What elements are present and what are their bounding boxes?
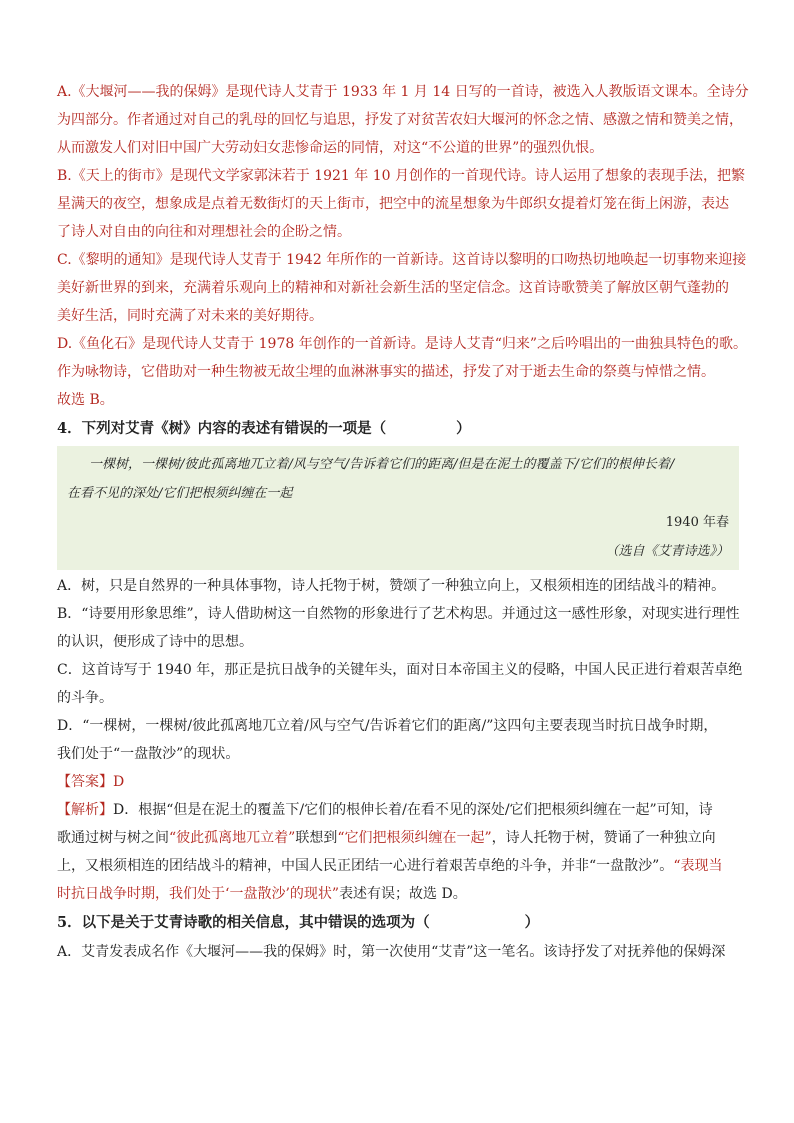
option-c-line-3: 美好生活，同时充满了对未来的美好期待。	[57, 308, 323, 324]
question-4-title: 4．下列对艾青《树》内容的表述有错误的一项是（ ）	[57, 420, 471, 437]
q4-option-d-line-2: 我们处于“一盘散沙”的现状。	[57, 746, 240, 762]
analysis-line-3: 上，又根须相连的团结战斗的精神，中国人民正团结一心进行着艰苦卓绝的斗争，并非“一盘散沙”。“表现当	[57, 858, 723, 874]
poem-line-2: 在看不见的深处/它们把根须纠缠在一起	[67, 486, 293, 501]
option-d-line-1: D.《鱼化石》是现代诗人艾青于 1978 年创作的一首新诗。是诗人艾青“归来”之后吟唱出的一曲独具特色的歌。	[57, 336, 748, 352]
q4-option-a: A．树，只是自然界的一种具体事物，诗人托物于树，赞颂了一种独立向上，又根须相连的团结战斗的精神。	[57, 578, 726, 594]
poem-box	[57, 446, 739, 570]
analysis-line-4: 时抗日战争时期，我们处于‘一盘散沙’的现状”表述有误；故选 D。	[57, 886, 467, 902]
q4-option-c-line-2: 的斗争。	[57, 690, 113, 706]
option-a-line-1: A.《大堰河——我的保姆》是现代诗人艾青于 1933 年 1 月 14 日写的一首诗，被选入人教版语文课本。全诗分	[57, 84, 749, 100]
option-a-line-3: 从而激发人们对旧中国广大劳动妇女悲惨命运的同情，对这“不公道的世界”的强烈仇恨。	[57, 140, 604, 156]
option-b-line-1: B.《天上的街市》是现代文学家郭沫若于 1921 年 10 月创作的一首现代诗。诗人运用了想象的表现手法，把繁	[57, 168, 745, 184]
poem-source: （选自《艾青诗选》）	[605, 544, 729, 559]
analysis-line-1: 【解析】D．根据“但是在泥土的覆盖下/它们的根伸长着/在看不见的深处/它们把根须纠缠在一起”可知，诗	[57, 802, 713, 818]
q5-option-a: A．艾青发表成名作《大堰河——我的保姆》时，第一次使用“艾青”这一笔名。该诗抒发了对抚养他的保姆深	[57, 944, 726, 960]
option-d-line-2: 作为咏物诗，它借助对一种生物被无故尘埋的血淋淋事实的描述，抒发了对于逝去生命的祭奠与悼惜之情。	[57, 364, 715, 380]
poem-line-1: 一棵树，一棵树/彼此孤离地兀立着/风与空气/告诉着它们的距离/但是在泥土的覆盖下/它们的根伸长着/	[89, 457, 675, 472]
option-b-line-3: 了诗人对自由的向往和对理想社会的企盼之情。	[57, 224, 351, 240]
conclusion: 故选 B。	[57, 392, 114, 408]
option-c-line-1: C.《黎明的通知》是现代诗人艾青于 1942 年所作的一首新诗。这首诗以黎明的口吻热切地唤起一切事物来迎接	[57, 252, 747, 268]
poem-date: 1940 年春	[665, 515, 729, 530]
question-5-title: 5．以下是关于艾青诗歌的相关信息，其中错误的选项为（ ）	[57, 914, 540, 931]
q4-option-d-line-1: D．“一棵树，一棵树/彼此孤离地兀立着/风与空气/告诉着它们的距离/”这四句主要表现当时抗日战争时期，	[57, 718, 718, 734]
option-a-line-2: 为四部分。作者通过对自己的乳母的回忆与追思，抒发了对贫苦农妇大堰河的怀念之情、感激之情和赞美之情，	[57, 112, 743, 128]
q4-option-b-line-2: 的认识，便形成了诗中的思想。	[57, 634, 253, 650]
analysis-line-2: 歌通过树与树之间“彼此孤离地兀立着”联想到“它们把根须纠缠在一起”，诗人托物于树，赞诵了一种独立向	[57, 830, 716, 846]
option-c-line-2: 美好新世界的到来，充满着乐观向上的精神和对新社会新生活的坚定信念。这首诗歌赞美了解放区朝气蓬勃的	[57, 280, 729, 296]
answer: 【答案】D	[57, 774, 125, 790]
q4-option-b-line-1: B．“诗要用形象思维”，诗人借助树这一自然物的形象进行了艺术构思。并通过这一感性形象，对现实进行理性	[57, 606, 740, 622]
q4-option-c-line-1: C．这首诗写于 1940 年，那正是抗日战争的关键年头，面对日本帝国主义的侵略，中国人民正进行着艰苦卓绝	[57, 662, 743, 678]
option-b-line-2: 星满天的夜空，想象成是点着无数街灯的天上街市，把空中的流星想象为牛郎织女提着灯笼在街上闲游，表达	[57, 196, 729, 212]
document-page	[57, 78, 749, 966]
